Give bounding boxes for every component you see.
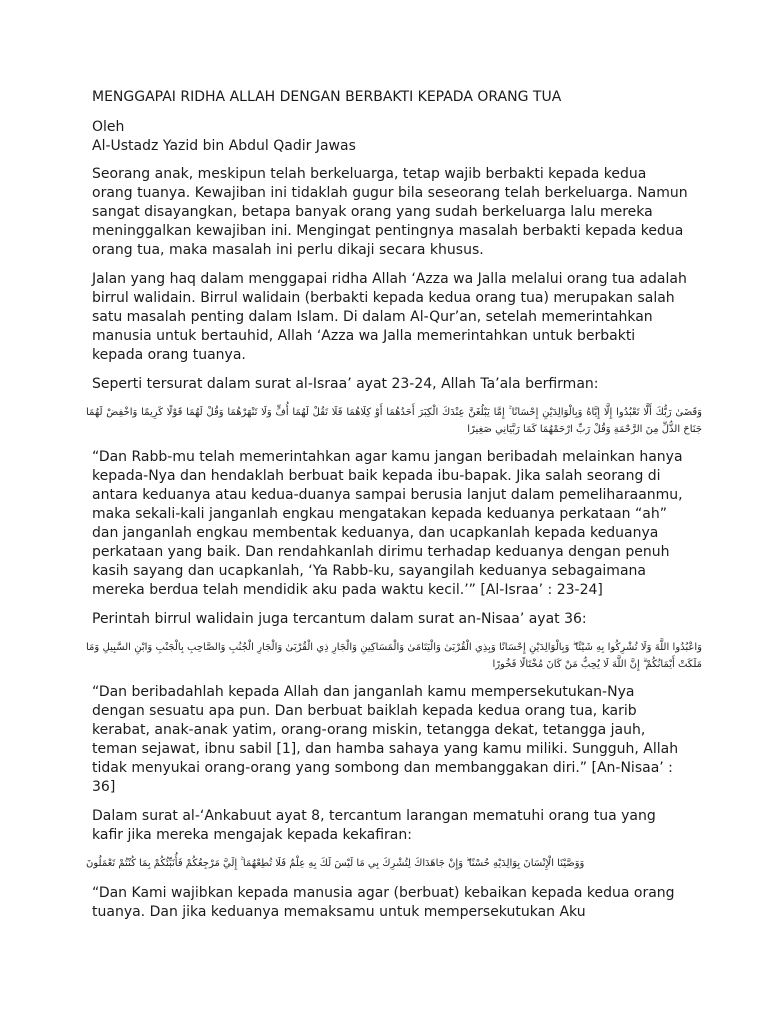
translation-israa: “Dan Rabb-mu telah memerintahkan agar kamu jangan beribadah melainkan hanya kepada-Nya dan hendaklah berbuat baik kepada ibu-bapak. Jika salah seorang di antara keduanya atau kedua-duanya sampai berusia lanjut dalam pemeliharaanmu, maka sekali-kali janganlah engkau mengatakan kepada keduanya perkataan “ah” dan janganlah engkau membentak keduanya, dan ucapkanlah kepada keduanya perkataan yang baik. Dan rendahkanlah dirimu terhadap keduanya dengan penuh kasih sayang dan ucapkanlah, ‘Ya Rabb-ku, sayangilah keduanya sebagaimana mereka berdua telah mendidik aku pada waktu kecil.’” [Al-Israa’ : 23-24] [92, 449, 683, 598]
paragraph-nisaa-intro: Perintah birrul walidain juga tercantum dalam surat an-Nisaa’ ayat 36: [92, 611, 587, 627]
paragraph-intro: Seorang anak, meskipun telah berkeluarga, tetap wajib berbakti kepada kedua orang tuanya. Kewajiban ini tidaklah gugur bila seseorang telah berkeluarga. Namun sangat disayangkan, betapa banyak orang yang sudah berkeluarga lalu mereka meninggalkan kewajiban ini. Mengingat pentingnya masalah berbakti kepada kedua orang tua, maka masalah ini perlu dikaji secara khusus. [92, 166, 688, 258]
document-body [86, 88, 702, 932]
paragraph-ankabuut-intro: Dalam surat al-‘Ankabuut ayat 8, tercantum larangan mematuhi orang tua yang kafir jika mereka mengajak kepada kekafiran: [92, 808, 656, 843]
paragraph-israa-intro: Seperti tersurat dalam surat al-Israa’ ayat 23-24, Allah Ta’ala berfirman: [92, 376, 599, 392]
arabic-verse-israa: وَقَضَىٰ رَبُّكَ أَلَّا تَعْبُدُوا إِلَّا إِيَّاهُ وَبِالْوَالِدَيْنِ إِحْسَانًا ۚ إِمَّا يَبْلُغَنَّ عِنْدَكَ الْكِبَرَ أَحَدُهُمَا أَوْ كِلَاهُمَا فَلَا تَقُلْ لَهُمَا أُفٍّ وَلَا تَنْهَرْهُمَا وَقُلْ لَهُمَا قَوْلًا كَرِيمًا وَاخْفِضْ لَهُمَا جَنَاحَ الذُّلِّ مِنَ الرَّحْمَةِ وَقُلْ رَبِّ ارْحَمْهُمَا كَمَا رَبَّيَانِي صَغِيرًا [86, 407, 702, 435]
author-name: Al-Ustadz Yazid bin Abdul Qadir Jawas [92, 138, 356, 154]
author-block [92, 118, 688, 156]
arabic-verse-nisaa: وَاعْبُدُوا اللَّهَ وَلَا تُشْرِكُوا بِهِ شَيْئًا ۖ وَبِالْوَالِدَيْنِ إِحْسَانًا وَبِذِي الْقُرْبَىٰ وَالْيَتَامَىٰ وَالْمَسَاكِينِ وَالْجَارِ ذِي الْقُرْبَىٰ وَالْجَارِ الْجُنُبِ وَالصَّاحِبِ بِالْجَنْبِ وَابْنِ السَّبِيلِ وَمَا مَلَكَتْ أَيْمَانُكُمْ ۗ إِنَّ اللَّهَ لَا يُحِبُّ مَنْ كَانَ مُخْتَالًا فَخُورًا [86, 642, 702, 670]
translation-ankabuut: “Dan Kami wajibkan kepada manusia agar (berbuat) kebaikan kepada kedua orang tuanya. Dan jika keduanya memaksamu untuk mempersekutukan Aku [92, 885, 675, 920]
arabic-verse-ankabuut: وَوَصَّيْنَا الْإِنْسَانَ بِوَالِدَيْهِ حُسْنًا ۖ وَإِنْ جَاهَدَاكَ لِتُشْرِكَ بِي مَا لَيْسَ لَكَ بِهِ عِلْمٌ فَلَا تُطِعْهُمَا ۚ إِلَيَّ مَرْجِعُكُمْ فَأُنَبِّئُكُمْ بِمَا كُنْتُمْ تَعْمَلُونَ [86, 858, 585, 869]
translation-nisaa: “Dan beribadahlah kepada Allah dan janganlah kamu mempersekutukan-Nya dengan sesuatu apa pun. Dan berbuat baiklah kepada kedua orang tua, karib kerabat, anak-anak yatim, orang-orang miskin, tetangga dekat, tetangga jauh, teman sejawat, ibnu sabil [1], dan hamba sahaya yang kamu miliki. Sungguh, Allah tidak menyukai orang-orang yang sombong dan membanggakan diri.” [An-Nisaa’ : 36] [92, 684, 679, 795]
paragraph-birrul-walidain: Jalan yang haq dalam menggapai ridha Allah ‘Azza wa Jalla melalui orang tua adalah birrul walidain. Birrul walidain (berbakti kepada kedua orang tua) merupakan salah satu masalah penting dalam Islam. Di dalam Al-Qur’an, setelah memerintahkan manusia untuk bertauhid, Allah ‘Azza wa Jalla memerintahkan untuk berbakti kepada orang tuanya. [92, 271, 687, 363]
author-label: Oleh [92, 119, 125, 135]
document-title: MENGGAPAI RIDHA ALLAH DENGAN BERBAKTI KEPADA ORANG TUA [92, 89, 562, 105]
